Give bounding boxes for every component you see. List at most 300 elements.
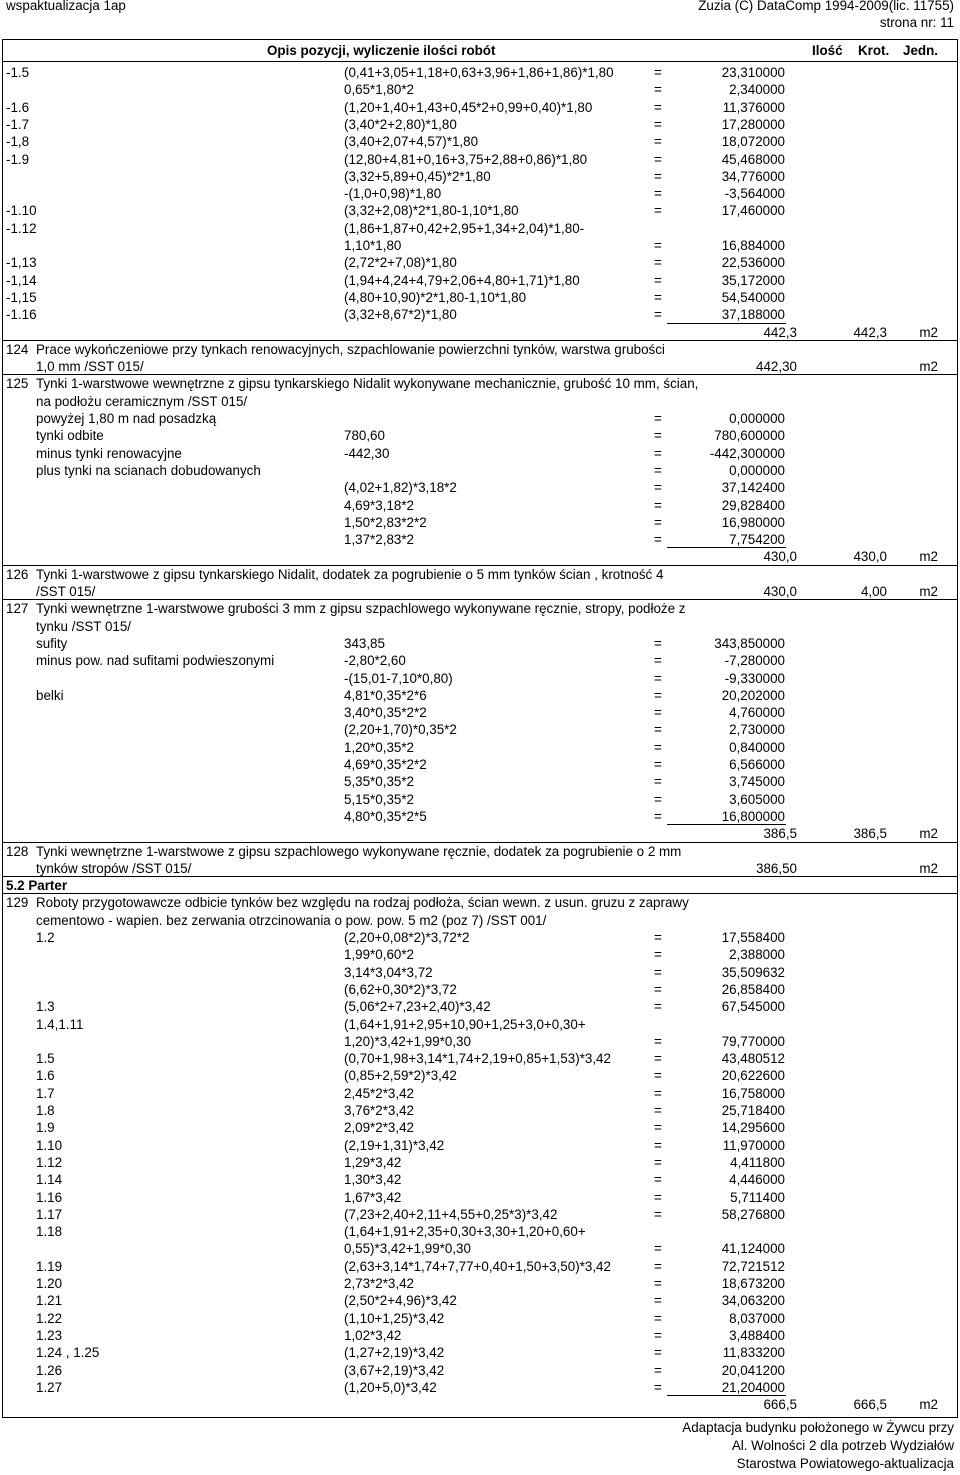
row-label: 1.14 xyxy=(36,1172,63,1188)
partial-value: 11,833200 xyxy=(722,1345,785,1361)
row-label: 1.19 xyxy=(36,1258,63,1274)
column-header-qty: Ilość xyxy=(812,43,843,58)
item-qty: 430,0 xyxy=(763,584,797,599)
formula: (3,32+8,67*2)*1,80 xyxy=(344,307,457,323)
equals-sign: = xyxy=(654,532,662,548)
item-description: Tynki 1-warstwowe wewnętrzne z gipsu tynkarskiego Nidalit wykonywane mechanicznie, grubość 10 mm, ścian, xyxy=(36,376,699,392)
equals-sign: = xyxy=(654,1051,662,1067)
item-unit: m2 xyxy=(919,860,938,876)
formula: (2,63+3,14*1,74+7,77+0,40+1,50+3,50)*3,42 xyxy=(344,1258,611,1274)
equals-sign: = xyxy=(654,134,662,150)
formula: 0,65*1,80*2 xyxy=(344,82,414,98)
equals-sign: = xyxy=(654,1362,662,1378)
formula: (1,10+1,25)*3,42 xyxy=(344,1310,445,1326)
formula: (1,86+1,87+0,42+2,95+1,34+2,04)*1,80- xyxy=(344,220,585,236)
position-ref: -1.16 xyxy=(6,307,37,323)
calc-row xyxy=(0,929,960,946)
partial-value: 45,468000 xyxy=(721,151,785,167)
equals-sign: = xyxy=(654,1085,662,1101)
calc-row xyxy=(0,704,960,721)
formula: (0,41+3,05+1,18+0,63+3,96+1,86+1,86)*1,80 xyxy=(344,65,614,80)
equals-sign: = xyxy=(654,791,662,807)
partial-value: 3,745000 xyxy=(729,774,785,790)
equals-sign: = xyxy=(654,1137,662,1153)
calc-row xyxy=(0,531,960,548)
calc-row xyxy=(0,981,960,998)
item-description-cont: tynków stropów /SST 015/ xyxy=(36,860,192,876)
equals-sign: = xyxy=(654,808,662,824)
equals-sign: = xyxy=(654,65,662,80)
partial-value: 4,760000 xyxy=(729,705,785,721)
row-label: 1.22 xyxy=(36,1310,63,1326)
row-label: sufity xyxy=(36,635,68,651)
partial-value: 16,758000 xyxy=(721,1085,785,1101)
item-title-row xyxy=(0,393,960,410)
partial-value: 22,536000 xyxy=(721,255,785,271)
equals-sign: = xyxy=(654,1327,662,1343)
calc-row xyxy=(0,237,960,254)
equals-sign: = xyxy=(654,1033,662,1049)
equals-sign: = xyxy=(654,445,662,461)
calc-row xyxy=(0,99,960,116)
calc-row xyxy=(0,773,960,790)
item-description: Tynki wewnętrzne 1-warstwowe grubości 3 mm z gipsu szpachlowego wykonywane ręcznie, stropy, podłoże z xyxy=(36,601,686,617)
partial-value: 3,488400 xyxy=(729,1327,785,1343)
formula: 1,10*1,80 xyxy=(344,238,402,253)
row-label: tynki odbite xyxy=(36,428,104,444)
partial-value: 17,280000 xyxy=(721,116,785,132)
partial-value: 8,037000 xyxy=(729,1310,785,1326)
equals-sign: = xyxy=(654,1258,662,1274)
item-number: 128 xyxy=(6,843,29,859)
formula: 4,81*0,35*2*6 xyxy=(344,687,427,703)
formula: (1,20+5,0)*3,42 xyxy=(344,1379,437,1395)
partial-value: 16,800000 xyxy=(721,808,785,824)
item-title-row xyxy=(0,583,960,600)
partial-value: 343,850000 xyxy=(714,635,785,651)
partial-value: 0,000000 xyxy=(729,411,785,426)
formula: 1,20*0,35*2 xyxy=(344,739,414,755)
partial-value: 37,142400 xyxy=(721,480,785,496)
equals-sign: = xyxy=(654,411,662,426)
subtotal-unit: m2 xyxy=(919,1397,938,1413)
equals-sign: = xyxy=(654,1345,662,1361)
equals-sign: = xyxy=(654,480,662,496)
calc-row xyxy=(0,220,960,237)
item-title-row xyxy=(0,375,960,392)
calc-row xyxy=(0,652,960,669)
equals-sign: = xyxy=(654,116,662,132)
item-description: Tynki wewnętrzne 1-warstwowe z gipsu szpachlowego wykonywane ręcznie, dodatek za pogrubienie o 2 mm xyxy=(36,843,682,859)
partial-value: 16,884000 xyxy=(721,238,785,253)
formula: 5,35*0,35*2 xyxy=(344,774,414,790)
formula: 3,76*2*3,42 xyxy=(344,1103,414,1118)
subtotal-unit: m2 xyxy=(919,324,938,340)
program-license: Zuzia (C) DataComp 1994-2009(lic. 11755) xyxy=(698,0,954,13)
calc-row xyxy=(0,1171,960,1188)
partial-value: 41,124000 xyxy=(721,1241,785,1257)
equals-sign: = xyxy=(654,653,662,669)
calc-row xyxy=(0,151,960,168)
partial-value: 4,411800 xyxy=(730,1154,785,1170)
partial-value: 25,718400 xyxy=(721,1103,785,1118)
calc-row xyxy=(0,1223,960,1240)
equals-sign: = xyxy=(654,739,662,755)
item-title-row xyxy=(0,618,960,635)
partial-value: 14,295600 xyxy=(721,1120,785,1136)
equals-sign: = xyxy=(654,999,662,1015)
formula: 1,67*3,42 xyxy=(344,1189,402,1205)
position-ref: -1,13 xyxy=(6,255,37,271)
partial-value: 35,509632 xyxy=(721,964,785,980)
partial-value: 2,730000 xyxy=(729,722,785,738)
equals-sign: = xyxy=(654,307,662,323)
item-title-row xyxy=(0,894,960,911)
partial-value: 34,063200 xyxy=(721,1293,785,1309)
calc-row xyxy=(0,479,960,496)
formula: 4,69*0,35*2*2 xyxy=(344,757,427,772)
formula: (4,02+1,82)*3,18*2 xyxy=(344,480,457,496)
calc-row xyxy=(0,168,960,185)
partial-value: 4,446000 xyxy=(729,1172,785,1188)
partial-value: 2,340000 xyxy=(729,82,785,98)
formula: (1,27+2,19)*3,42 xyxy=(344,1345,445,1361)
calc-row xyxy=(0,1310,960,1327)
equals-sign: = xyxy=(654,1276,662,1291)
calc-row xyxy=(0,1258,960,1275)
row-label: minus pow. nad sufitami podwieszonymi xyxy=(36,653,275,669)
position-ref: -1.5 xyxy=(6,65,30,80)
frame-top-rule xyxy=(2,39,958,40)
calc-row xyxy=(0,1085,960,1102)
document-name: wspaktualizacja 1ap xyxy=(6,0,126,13)
item-unit: m2 xyxy=(919,584,938,599)
item-description-cont: tynku /SST 015/ xyxy=(36,618,132,634)
calc-row xyxy=(0,1119,960,1136)
formula: (1,64+1,91+2,95+10,90+1,25+3,0+0,30+ xyxy=(344,1016,586,1032)
row-label: 1.12 xyxy=(36,1154,63,1170)
calc-row xyxy=(0,756,960,773)
row-label: 1.27 xyxy=(36,1379,63,1395)
formula: 3,14*3,04*3,72 xyxy=(344,964,433,980)
row-label: belki xyxy=(36,687,64,703)
partial-value: 58,276800 xyxy=(721,1206,785,1222)
row-label: 1.4,1.11 xyxy=(36,1016,84,1032)
formula: 2,45*2*3,42 xyxy=(344,1085,414,1101)
equals-sign: = xyxy=(654,186,662,202)
section-heading-row xyxy=(0,877,960,894)
equals-sign: = xyxy=(654,238,662,253)
partial-value: 5,711400 xyxy=(730,1189,785,1205)
item-title-row xyxy=(0,566,960,583)
formula: (2,72*2+7,08)*1,80 xyxy=(344,255,457,271)
equals-sign: = xyxy=(654,670,662,686)
calc-row xyxy=(0,998,960,1015)
equals-sign: = xyxy=(654,1379,662,1395)
formula: (3,40+2,07+4,57)*1,80 xyxy=(344,134,479,150)
subtotal-qty: 666,5 xyxy=(763,1397,797,1413)
row-label: minus tynki renowacyjne xyxy=(36,445,182,461)
calc-row xyxy=(0,64,960,81)
formula: (3,32+2,08)*2*1,80-1,10*1,80 xyxy=(344,203,519,219)
subtotal-qty: 430,0 xyxy=(763,549,797,565)
subtotal-unit: m2 xyxy=(919,549,938,565)
partial-value: 0,840000 xyxy=(729,739,785,755)
row-label: 1.7 xyxy=(36,1085,55,1101)
equals-sign: = xyxy=(654,947,662,963)
calc-row xyxy=(0,1137,960,1154)
position-ref: -1,15 xyxy=(6,289,37,305)
equals-sign: = xyxy=(654,514,662,530)
calc-row xyxy=(0,1292,960,1309)
subtotal-row xyxy=(0,825,960,842)
partial-value: 17,558400 xyxy=(721,930,785,945)
subtotal-krot: 442,3 xyxy=(853,324,887,340)
partial-value: -7,280000 xyxy=(724,653,785,669)
formula: (12,80+4,81+0,16+3,75+2,88+0,86)*1,80 xyxy=(344,151,588,167)
equals-sign: = xyxy=(654,428,662,444)
equals-sign: = xyxy=(654,272,662,288)
partial-value: 780,600000 xyxy=(714,428,785,444)
position-ref: -1.7 xyxy=(6,116,30,132)
subtotal-row xyxy=(0,548,960,565)
page-number: strona nr: 11 xyxy=(879,15,954,30)
equals-sign: = xyxy=(654,774,662,790)
calc-row xyxy=(0,497,960,514)
formula: (3,67+2,19)*3,42 xyxy=(344,1362,445,1378)
item-number: 125 xyxy=(6,376,29,392)
calc-row xyxy=(0,721,960,738)
equals-sign: = xyxy=(654,168,662,184)
partial-value: 43,480512 xyxy=(721,1051,785,1067)
equals-sign: = xyxy=(654,687,662,703)
row-label: plus tynki na scianach dobudowanych xyxy=(36,462,261,478)
position-ref: -1.10 xyxy=(6,203,37,219)
partial-value: 21,204000 xyxy=(721,1379,785,1395)
formula: (0,70+1,98+3,14*1,74+2,19+0,85+1,53)*3,42 xyxy=(344,1051,611,1067)
equals-sign: = xyxy=(654,757,662,772)
calc-row xyxy=(0,1016,960,1033)
partial-value: 18,072000 xyxy=(721,134,785,150)
formula: -(1,0+0,98)*1,80 xyxy=(344,186,442,202)
item-krot: 4,00 xyxy=(860,584,887,599)
column-header-rule xyxy=(2,61,958,62)
calc-row xyxy=(0,1362,960,1379)
partial-value: 72,721512 xyxy=(721,1258,785,1274)
calc-row xyxy=(0,946,960,963)
item-title-row xyxy=(0,912,960,929)
partial-value: 37,188000 xyxy=(721,307,785,323)
equals-sign: = xyxy=(654,1310,662,1326)
formula: (0,85+2,59*2)*3,42 xyxy=(344,1068,457,1084)
item-qty: 442,30 xyxy=(756,359,797,375)
row-label: 1.9 xyxy=(36,1120,55,1136)
row-label: 1.5 xyxy=(36,1051,55,1067)
partial-value: 34,776000 xyxy=(721,168,785,184)
calc-row xyxy=(0,445,960,462)
formula: 1,37*2,83*2 xyxy=(344,532,414,548)
formula: 1,30*3,42 xyxy=(344,1172,402,1188)
item-description: Roboty przygotowawcze odbicie tynków bez względu na rodzaj podłoża, ścian wewn. z usun. gruzu z zaprawy xyxy=(36,895,689,911)
formula: 5,15*0,35*2 xyxy=(344,791,414,807)
calc-row xyxy=(0,1379,960,1396)
subtotal-krot: 430,0 xyxy=(853,549,887,565)
calc-row xyxy=(0,116,960,133)
calc-row xyxy=(0,1033,960,1050)
item-title-row xyxy=(0,600,960,617)
item-qty: 386,50 xyxy=(756,860,797,876)
partial-value: -3,564000 xyxy=(724,186,785,202)
partial-value: 54,540000 xyxy=(721,289,785,305)
partial-value: 26,858400 xyxy=(721,981,785,997)
item-description-cont: 1,0 mm /SST 015/ xyxy=(36,359,144,375)
calc-row xyxy=(0,81,960,98)
row-label: 1.18 xyxy=(36,1224,63,1240)
subtotal-krot: 666,5 xyxy=(853,1397,887,1413)
item-title-row xyxy=(0,843,960,860)
equals-sign: = xyxy=(654,1154,662,1170)
row-label: powyżej 1,80 m nad posadzką xyxy=(36,411,217,426)
frame-bottom-rule xyxy=(2,1417,958,1418)
calc-row xyxy=(0,1154,960,1171)
partial-value: 11,970000 xyxy=(722,1137,785,1153)
calc-row xyxy=(0,1050,960,1067)
equals-sign: = xyxy=(654,1293,662,1309)
equals-sign: = xyxy=(654,964,662,980)
row-label: 1.8 xyxy=(36,1103,55,1118)
item-unit: m2 xyxy=(919,359,938,375)
row-label: 1.10 xyxy=(36,1137,63,1153)
equals-sign: = xyxy=(654,981,662,997)
column-header-krot: Krot. xyxy=(858,43,890,58)
formula: (1,20+1,40+1,43+0,45*2+0,99+0,40)*1,80 xyxy=(344,99,593,115)
partial-value: 20,622600 xyxy=(721,1068,785,1084)
calc-row xyxy=(0,670,960,687)
item-description: Tynki 1-warstwowe z gipsu tynkarskiego Nidalit, dodatek za pogrubienie o 5 mm tynków ścian , krotność 4 xyxy=(36,566,664,582)
calc-row xyxy=(0,1067,960,1084)
formula: 343,85 xyxy=(344,635,385,651)
item-number: 124 xyxy=(6,341,29,357)
formula: 2,73*2*3,42 xyxy=(344,1276,414,1291)
row-label: 1.16 xyxy=(36,1189,63,1205)
equals-sign: = xyxy=(654,1120,662,1136)
partial-value: 7,754200 xyxy=(729,532,785,548)
calc-row xyxy=(0,1206,960,1223)
item-title-row xyxy=(0,341,960,358)
formula: (1,94+4,24+4,79+2,06+4,80+1,71)*1,80 xyxy=(344,272,580,288)
item-description-cont: /SST 015/ xyxy=(36,584,96,599)
partial-value: 6,566000 xyxy=(729,757,785,772)
formula: (3,32+5,89+0,45)*2*1,80 xyxy=(344,168,491,184)
calc-row xyxy=(0,410,960,427)
calc-row xyxy=(0,739,960,756)
formula: (3,40*2+2,80)*1,80 xyxy=(344,116,457,132)
row-label: 1.6 xyxy=(36,1068,55,1084)
formula: 4,69*3,18*2 xyxy=(344,497,414,513)
formula: -2,80*2,60 xyxy=(344,653,406,669)
equals-sign: = xyxy=(654,497,662,513)
subtotal-qty: 386,5 xyxy=(763,826,797,842)
equals-sign: = xyxy=(654,1172,662,1188)
row-label: 1.24 , 1.25 xyxy=(36,1345,100,1361)
formula: 2,09*2*3,42 xyxy=(344,1120,414,1136)
calc-row xyxy=(0,289,960,306)
formula: 3,40*0,35*2*2 xyxy=(344,705,427,721)
calc-row xyxy=(0,427,960,444)
position-ref: -1,8 xyxy=(6,134,30,150)
subtotal-row xyxy=(0,1396,960,1413)
calc-row xyxy=(0,462,960,479)
row-label: 1.26 xyxy=(36,1362,63,1378)
formula: 1,02*3,42 xyxy=(344,1327,402,1343)
item-title-row xyxy=(0,860,960,877)
formula: (2,20+0,08*2)*3,72*2 xyxy=(344,930,470,945)
calc-row xyxy=(0,808,960,825)
calc-row xyxy=(0,1240,960,1257)
column-header-unit: Jedn. xyxy=(903,43,938,58)
partial-value: 67,545000 xyxy=(721,999,785,1015)
equals-sign: = xyxy=(654,635,662,651)
partial-value: 20,202000 xyxy=(721,687,785,703)
formula: 1,99*0,60*2 xyxy=(344,947,414,963)
formula: (6,62+0,30*2)*3,72 xyxy=(344,981,457,997)
formula: 780,60 xyxy=(344,428,385,444)
item-number: 127 xyxy=(6,601,29,617)
equals-sign: = xyxy=(654,930,662,945)
equals-sign: = xyxy=(654,1189,662,1205)
footer-line-1: Adaptacja budynku położonego w Żywcu przy xyxy=(682,1420,954,1435)
formula: (2,50*2+4,96)*3,42 xyxy=(344,1293,457,1309)
calc-row xyxy=(0,306,960,323)
item-number: 126 xyxy=(6,566,29,582)
calc-row xyxy=(0,1189,960,1206)
row-label: 1.3 xyxy=(36,999,55,1015)
formula: (1,64+1,91+2,35+0,30+3,30+1,20+0,60+ xyxy=(344,1224,586,1240)
formula: (5,06*2+7,23+2,40)*3,42 xyxy=(344,999,491,1015)
calc-row xyxy=(0,1275,960,1292)
position-ref: -1.12 xyxy=(6,220,37,236)
footer-line-2: Al. Wolności 2 dla potrzeb Wydziałów xyxy=(731,1438,954,1453)
partial-value: 0,000000 xyxy=(729,462,785,478)
position-ref: -1,14 xyxy=(6,272,37,288)
subtotal-row xyxy=(0,324,960,341)
formula: 0,55)*3,42+1,99*0,30 xyxy=(344,1241,471,1257)
item-title-row xyxy=(0,358,960,375)
partial-value: -9,330000 xyxy=(724,670,785,686)
calc-row xyxy=(0,185,960,202)
subtotal-krot: 386,5 xyxy=(853,826,887,842)
partial-value: 35,172000 xyxy=(721,272,785,288)
subtotal-qty: 442,3 xyxy=(763,324,797,340)
calc-row xyxy=(0,133,960,150)
equals-sign: = xyxy=(654,1206,662,1222)
item-description-cont: cementowo - wapien. bez zerwania otrzcinowania o pow. pow. 5 m2 (poz 7) /SST 001/ xyxy=(36,912,547,928)
row-label: 1.2 xyxy=(36,930,55,945)
formula: (7,23+2,40+2,11+4,55+0,25*3)*3,42 xyxy=(344,1206,558,1222)
equals-sign: = xyxy=(654,255,662,271)
row-label: 1.21 xyxy=(36,1293,63,1309)
partial-value: 79,770000 xyxy=(721,1033,785,1049)
calc-row xyxy=(0,635,960,652)
calc-row xyxy=(0,964,960,981)
position-ref: -1.6 xyxy=(6,99,30,115)
equals-sign: = xyxy=(654,289,662,305)
formula: 1,50*2,83*2*2 xyxy=(344,514,427,530)
formula: -(15,01-7,10*0,80) xyxy=(344,670,453,686)
formula: 4,80*0,35*2*5 xyxy=(344,808,427,824)
subtotal-unit: m2 xyxy=(919,826,938,842)
item-number: 129 xyxy=(6,895,29,911)
